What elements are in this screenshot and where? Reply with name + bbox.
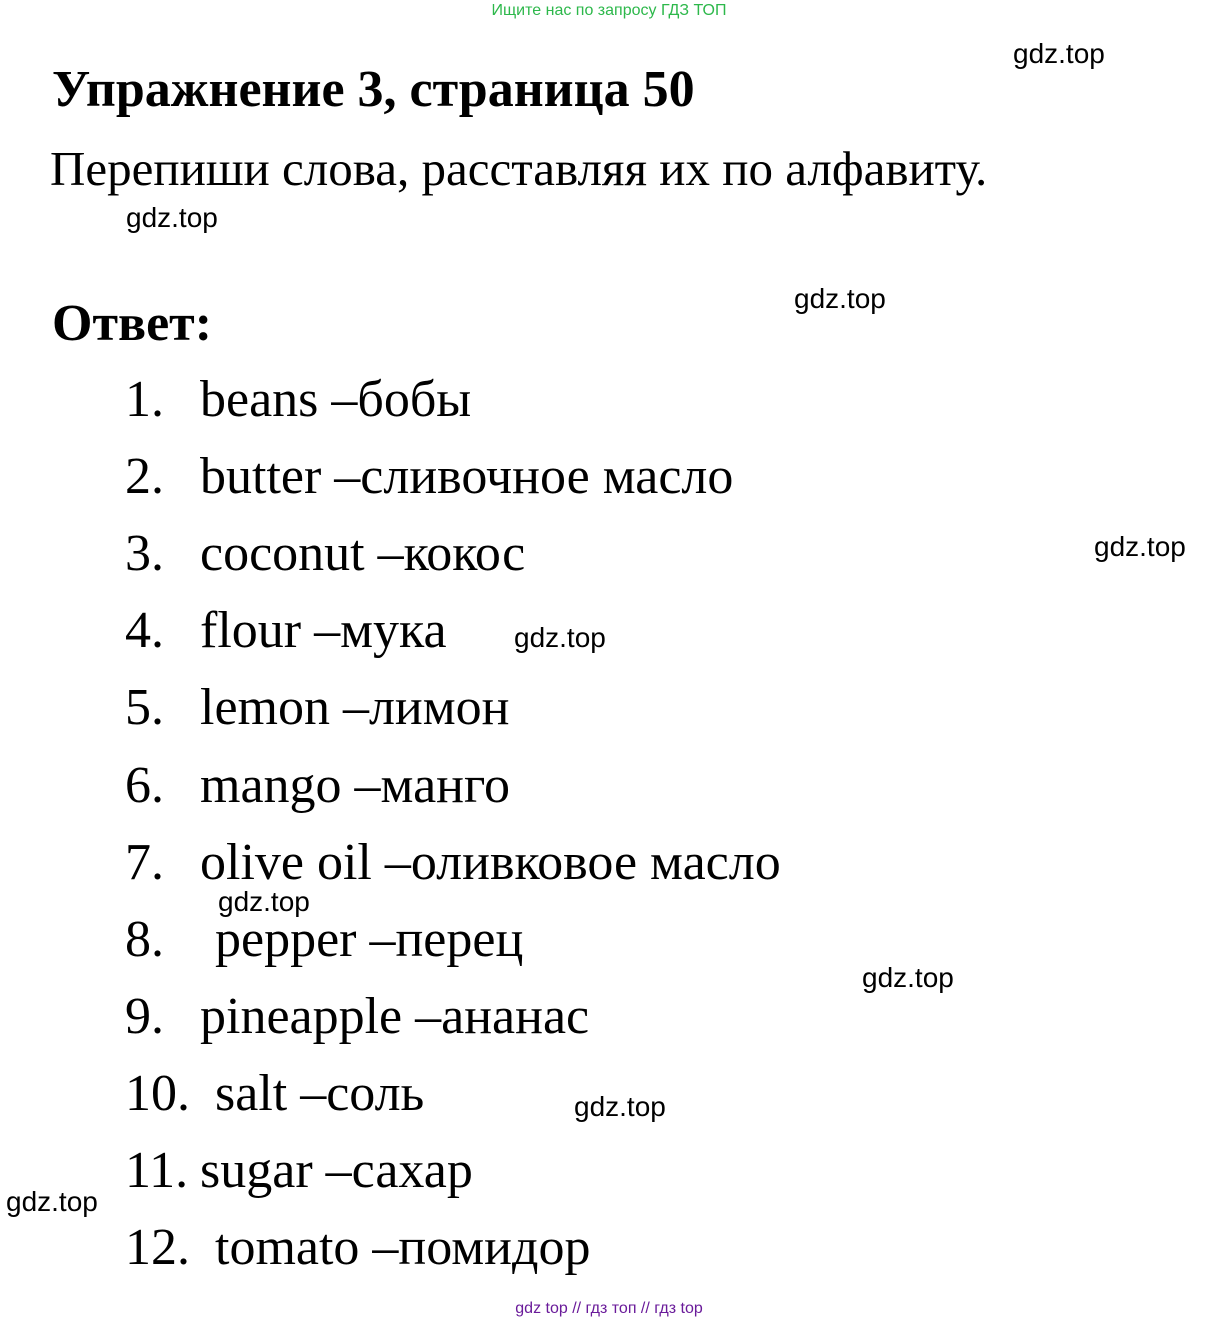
list-item-number: 2. <box>125 448 164 505</box>
list-item <box>125 370 472 430</box>
watermark: gdz.top <box>1094 531 1186 562</box>
list-item-text: coconut –кокос <box>200 525 526 582</box>
list-item <box>125 910 524 970</box>
list-item-text: olive oil –оливковое масло <box>200 834 781 891</box>
footer-links: gdz top // гдз топ // гдз top <box>515 1300 703 1317</box>
list-item <box>125 833 781 893</box>
watermark: gdz.top <box>574 1091 666 1122</box>
list-item-text: tomato –помидор <box>215 1219 591 1276</box>
watermark: gdz.top <box>1013 38 1105 69</box>
list-item-number: 7. <box>125 834 164 891</box>
list-item <box>125 601 447 661</box>
list-item-number: 12. <box>125 1219 190 1276</box>
list-item <box>125 1141 473 1201</box>
list-item-number: 4. <box>125 602 164 659</box>
list-item-text: lemon –лимон <box>200 679 510 736</box>
list-item-number: 11. <box>125 1142 189 1199</box>
watermark: gdz.top <box>794 283 886 314</box>
list-item-number: 1. <box>125 371 164 428</box>
list-item <box>125 987 590 1047</box>
list-item-text: flour –мука <box>200 602 447 659</box>
watermark: gdz.top <box>6 1186 98 1217</box>
list-item-number: 3. <box>125 525 164 582</box>
list-item <box>125 447 734 507</box>
exercise-title: Упражнение 3, страница 50 <box>52 61 695 118</box>
list-item-text: salt –соль <box>215 1065 425 1122</box>
watermark: gdz.top <box>126 202 218 233</box>
list-item <box>125 1218 591 1278</box>
list-item-text: mango –манго <box>200 757 511 814</box>
list-item <box>125 678 510 738</box>
list-item-number: 6. <box>125 757 164 814</box>
list-item-number: 8. <box>125 911 164 968</box>
watermark: gdz.top <box>514 622 606 653</box>
list-item <box>125 1064 425 1124</box>
list-item-text: butter –сливочное масло <box>200 448 734 505</box>
list-item-text: beans –бобы <box>200 371 472 428</box>
list-item-number: 9. <box>125 988 164 1045</box>
list-item-number: 5. <box>125 679 164 736</box>
list-item-text: pineapple –ананас <box>200 988 590 1045</box>
answer-label: Ответ: <box>52 295 213 352</box>
watermark: gdz.top <box>218 886 310 917</box>
list-item-number: 10. <box>125 1065 190 1122</box>
list-item-text: pepper –перец <box>215 911 524 968</box>
watermark: gdz.top <box>862 962 954 993</box>
list-item <box>125 524 526 584</box>
task-text: Перепиши слова, расставляя их по алфавиту. <box>50 141 988 196</box>
list-item-text: sugar –сахар <box>200 1142 473 1199</box>
list-item <box>125 756 511 816</box>
top-banner: Ищите нас по запросу ГДЗ ТОП <box>491 2 727 19</box>
